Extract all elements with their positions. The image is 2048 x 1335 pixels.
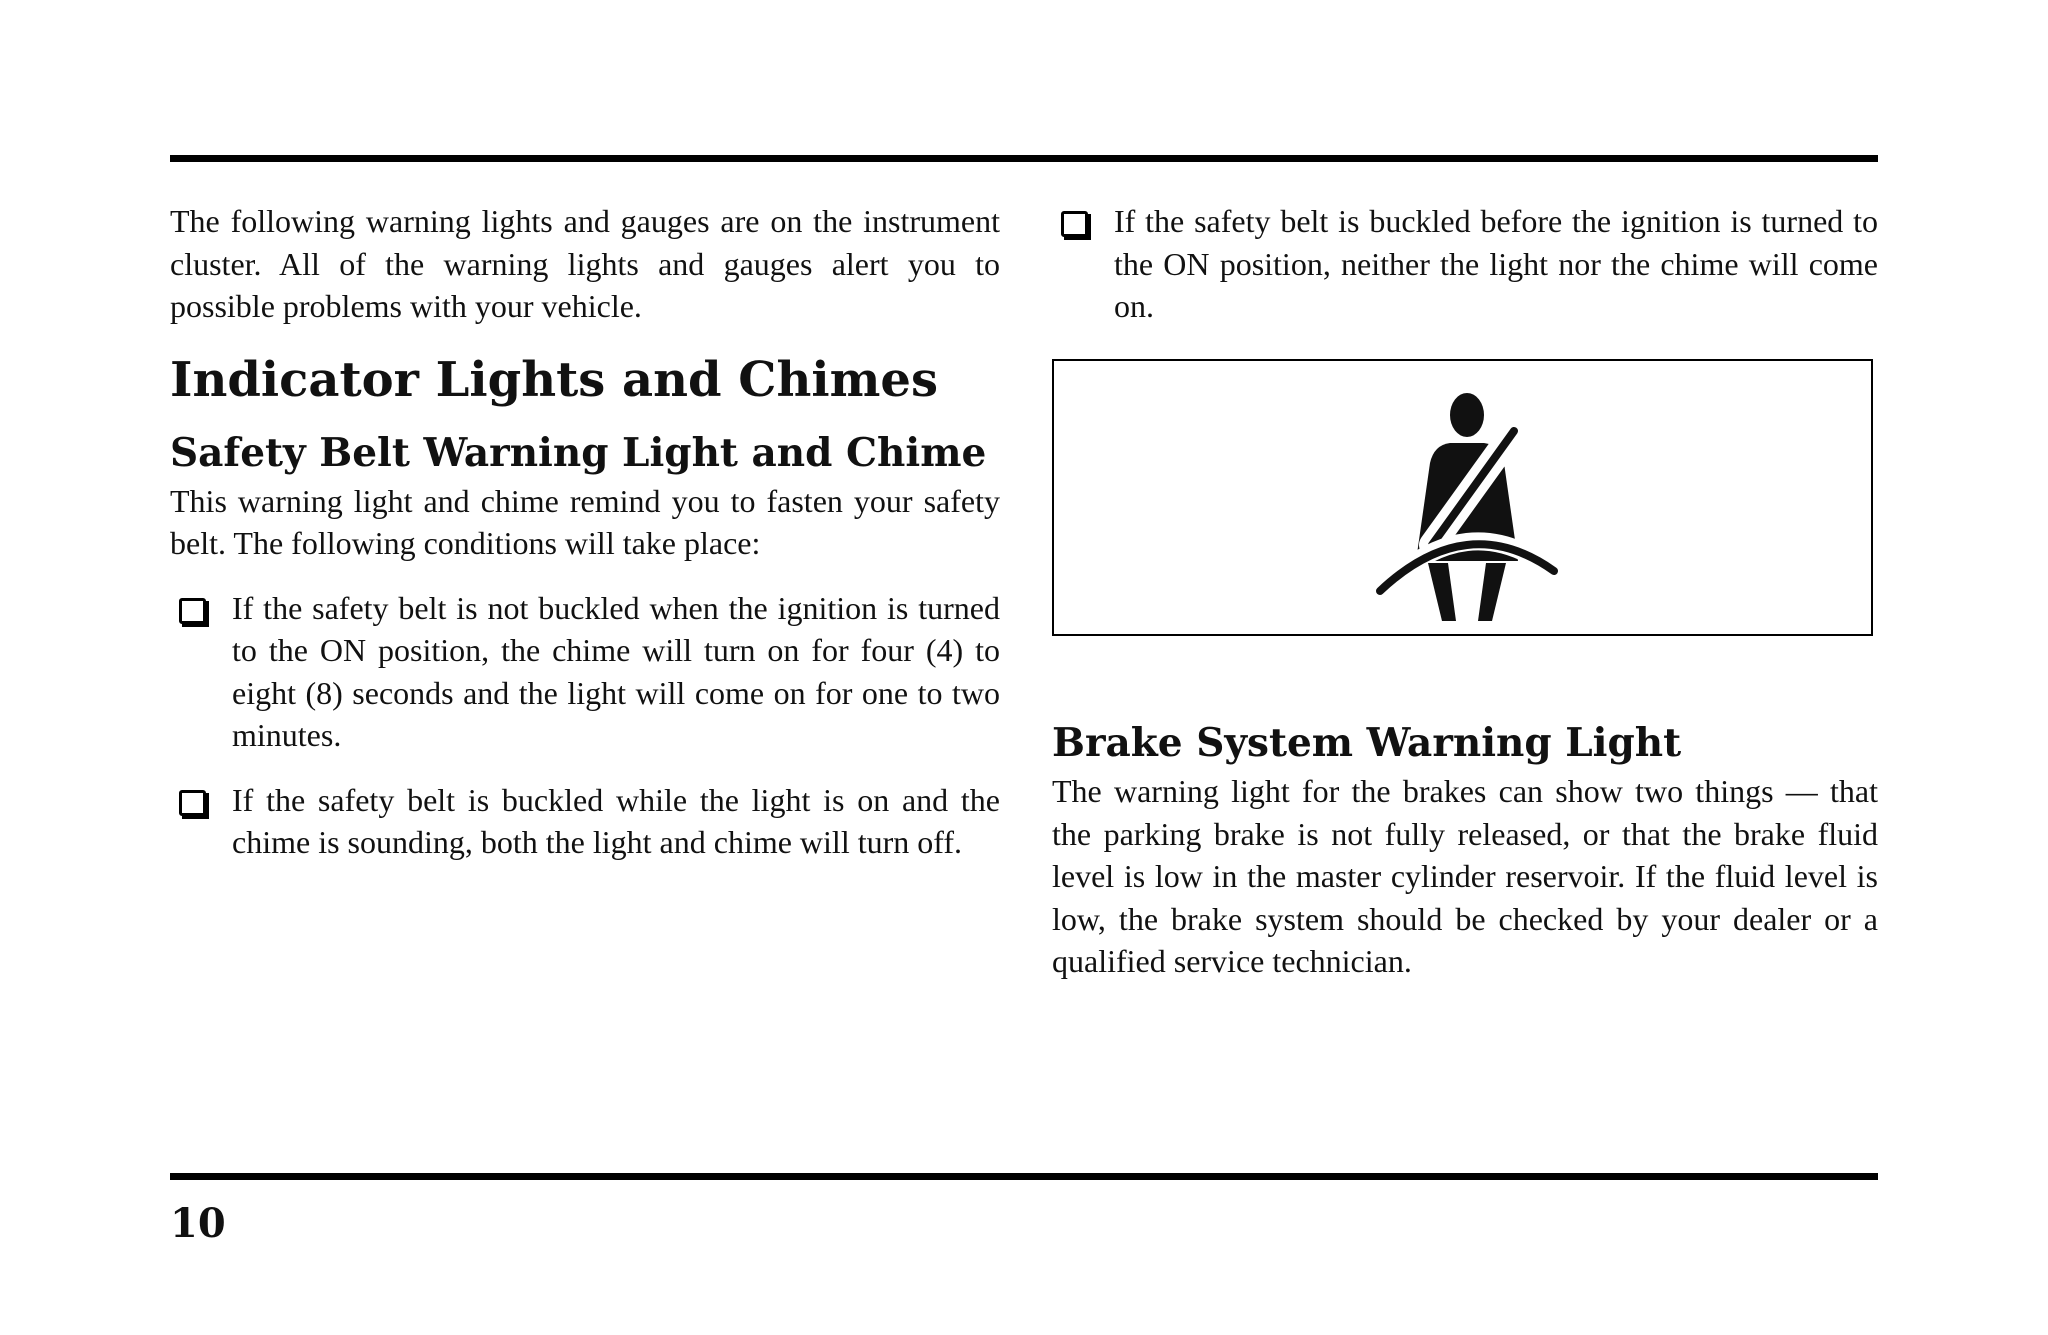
- safety-belt-bullet-1: [170, 587, 1000, 757]
- bottom-rule: [170, 1173, 1878, 1180]
- brake-system-description: The warning light for the brakes can show two things — that the parking brake is not fully released, or that the brake fluid level is low in the master cylinder reservoir. If the fluid level is low, the brake system should be checked by your dealer or a qualified service technician.: [1052, 773, 1878, 979]
- seatbelt-warning-icon: [1372, 383, 1562, 623]
- safety-belt-description: This warning light and chime remind you to fasten your safety belt. The following conditions will take place:: [170, 482, 1000, 561]
- bullet-text: If the safety belt is buckled while the light is on and the chime is sounding, both the light and chime will turn off.: [232, 781, 1000, 860]
- checkbox-bullet-icon: [179, 598, 206, 624]
- checkbox-bullet-icon: [179, 790, 206, 816]
- safety-belt-bullet-3: [1052, 200, 1878, 328]
- top-rule: [170, 155, 1878, 162]
- safety-belt-bullet-2: [170, 779, 1000, 864]
- bullet-text: If the safety belt is not buckled when the ignition is turned to the ON position, the chime will turn on for four (4) to eight (8) seconds and the light will come on for one to two minutes.: [232, 589, 1000, 753]
- left-column: [170, 200, 1000, 864]
- brake-section: [1052, 718, 1878, 983]
- checkbox-bullet-icon: [1061, 211, 1088, 237]
- page-number: 10: [170, 1200, 226, 1247]
- seatbelt-warning-figure: [1052, 359, 1873, 636]
- section-heading: Indicator Lights and Chimes: [170, 351, 938, 408]
- bullet-text: If the safety belt is buckled before the ignition is turned to the ON position, neither the light nor the chime will come on.: [1114, 203, 1878, 324]
- intro-paragraph: The following warning lights and gauges are on the instrument cluster. All of the warning lights and gauges alert you to possible problems with your vehicle.: [170, 203, 1000, 324]
- right-column: [1052, 200, 1878, 328]
- safety-belt-heading: Safety Belt Warning Light and Chime: [170, 429, 987, 476]
- brake-system-heading: Brake System Warning Light: [1052, 720, 1682, 766]
